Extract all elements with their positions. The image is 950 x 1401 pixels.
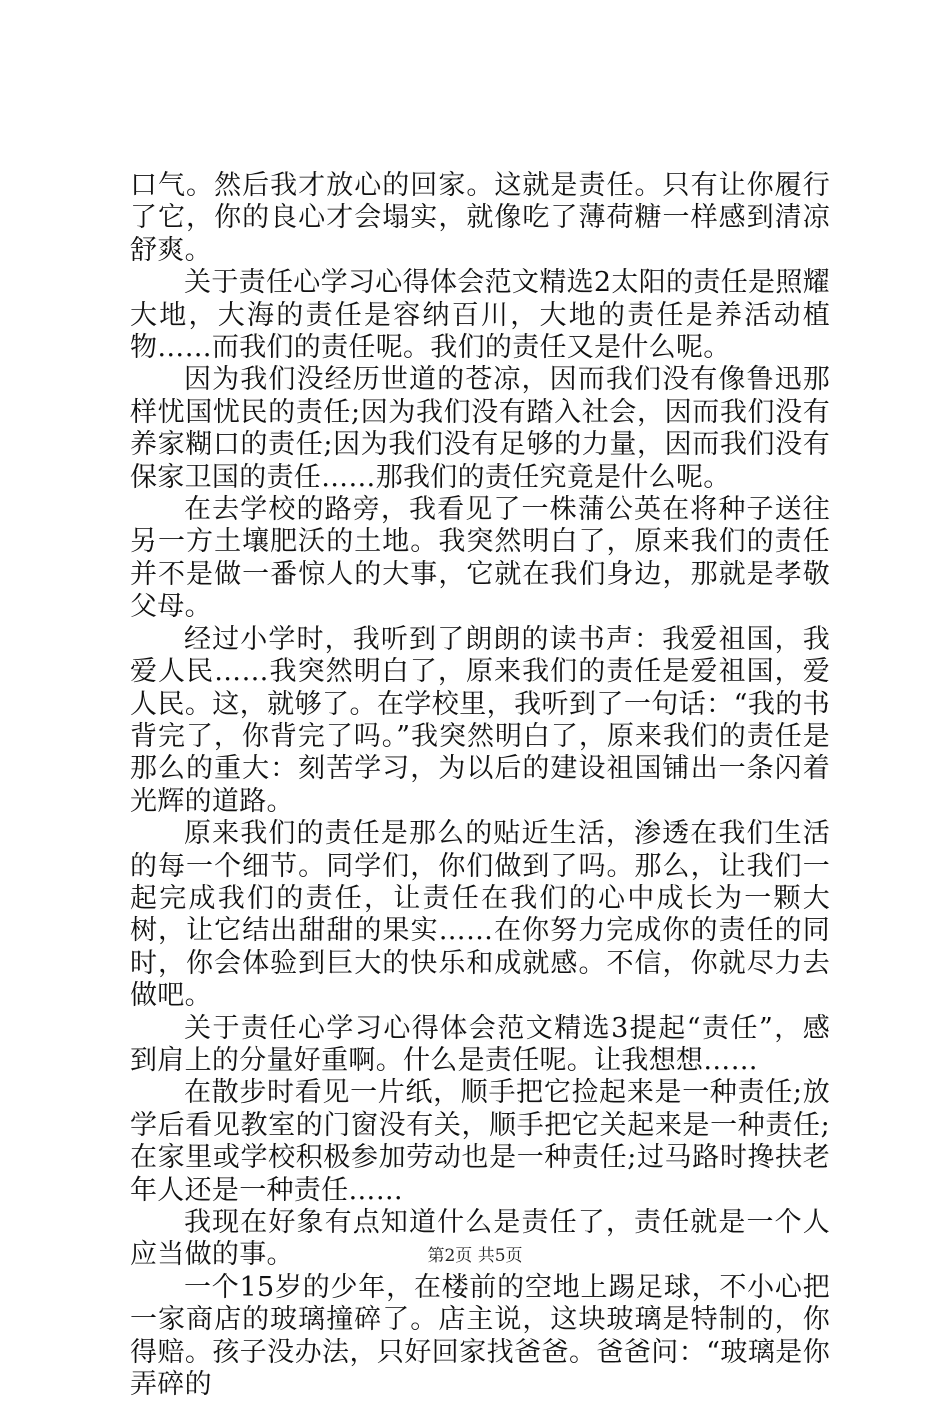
paragraph: 关于责任心学习心得体会范文精选2太阳的责任是照耀大地，大海的责任是容纳百川，大地的责任是养活动植物……而我们的责任呢。我们的责任又是什么呢。 bbox=[130, 267, 830, 364]
document-body bbox=[130, 170, 830, 1401]
paragraph: 关于责任心学习心得体会范文精选3提起“责任”，感到肩上的分量好重啊。什么是责任呢。让我想想…… bbox=[130, 1012, 830, 1076]
paragraph: 经过小学时，我听到了朗朗的读书声：我爱祖国，我爱人民……我突然明白了，原来我们的责任是爱祖国，爱人民。这，就够了。在学校里，我听到了一句话：“我的书背完了，你背完了吗。”我突然明白了，原来我们的责任是那么的重大：刻苦学习，为以后的建设祖国铺出一条闪着光辉的道路。 bbox=[130, 623, 830, 817]
paragraph: 我现在好象有点知道什么是责任了，责任就是一个人应当做的事。 bbox=[130, 1207, 830, 1271]
paragraph: 一个15岁的少年，在楼前的空地上踢足球，不小心把一家商店的玻璃撞碎了。店主说，这块玻璃是特制的，你得赔。孩子没办法，只好回家找爸爸。爸爸问：“玻璃是你弄碎的 bbox=[130, 1271, 830, 1401]
paragraph: 在散步时看见一片纸，顺手把它捡起来是一种责任;放学后看见教室的门窗没有关，顺手把它关起来是一种责任;在家里或学校积极参加劳动也是一种责任;过马路时搀扶老年人还是一种责任…… bbox=[130, 1077, 830, 1206]
paragraph: 口气。然后我才放心的回家。这就是责任。只有让你履行了它，你的良心才会塌实，就像吃了薄荷糖一样感到清凉舒爽。 bbox=[130, 170, 830, 266]
paragraph: 原来我们的责任是那么的贴近生活，渗透在我们生活的每一个细节。同学们，你们做到了吗。那么，让我们一起完成我们的责任，让责任在我们的心中成长为一颗大树，让它结出甜甜的果实……在你努力完成你的责任的同时，你会体验到巨大的快乐和成就感。不信，你就尽力去做吧。 bbox=[130, 818, 830, 1012]
paragraph: 在去学校的路旁，我看见了一株蒲公英在将种子送往另一方土壤肥沃的土地。我突然明白了，原来我们的责任并不是做一番惊人的大事，它就在我们身边，那就是孝敬父母。 bbox=[130, 494, 830, 623]
page-number-footer: 第2页 共5页 bbox=[427, 1246, 523, 1266]
paragraph: 因为我们没经历世道的苍凉，因而我们没有像鲁迅那样忧国忧民的责任;因为我们没有踏入社会，因而我们没有养家糊口的责任;因为我们没有足够的力量，因而我们没有保家卫国的责任……那我们的责任究竟是什么呢。 bbox=[130, 364, 830, 493]
